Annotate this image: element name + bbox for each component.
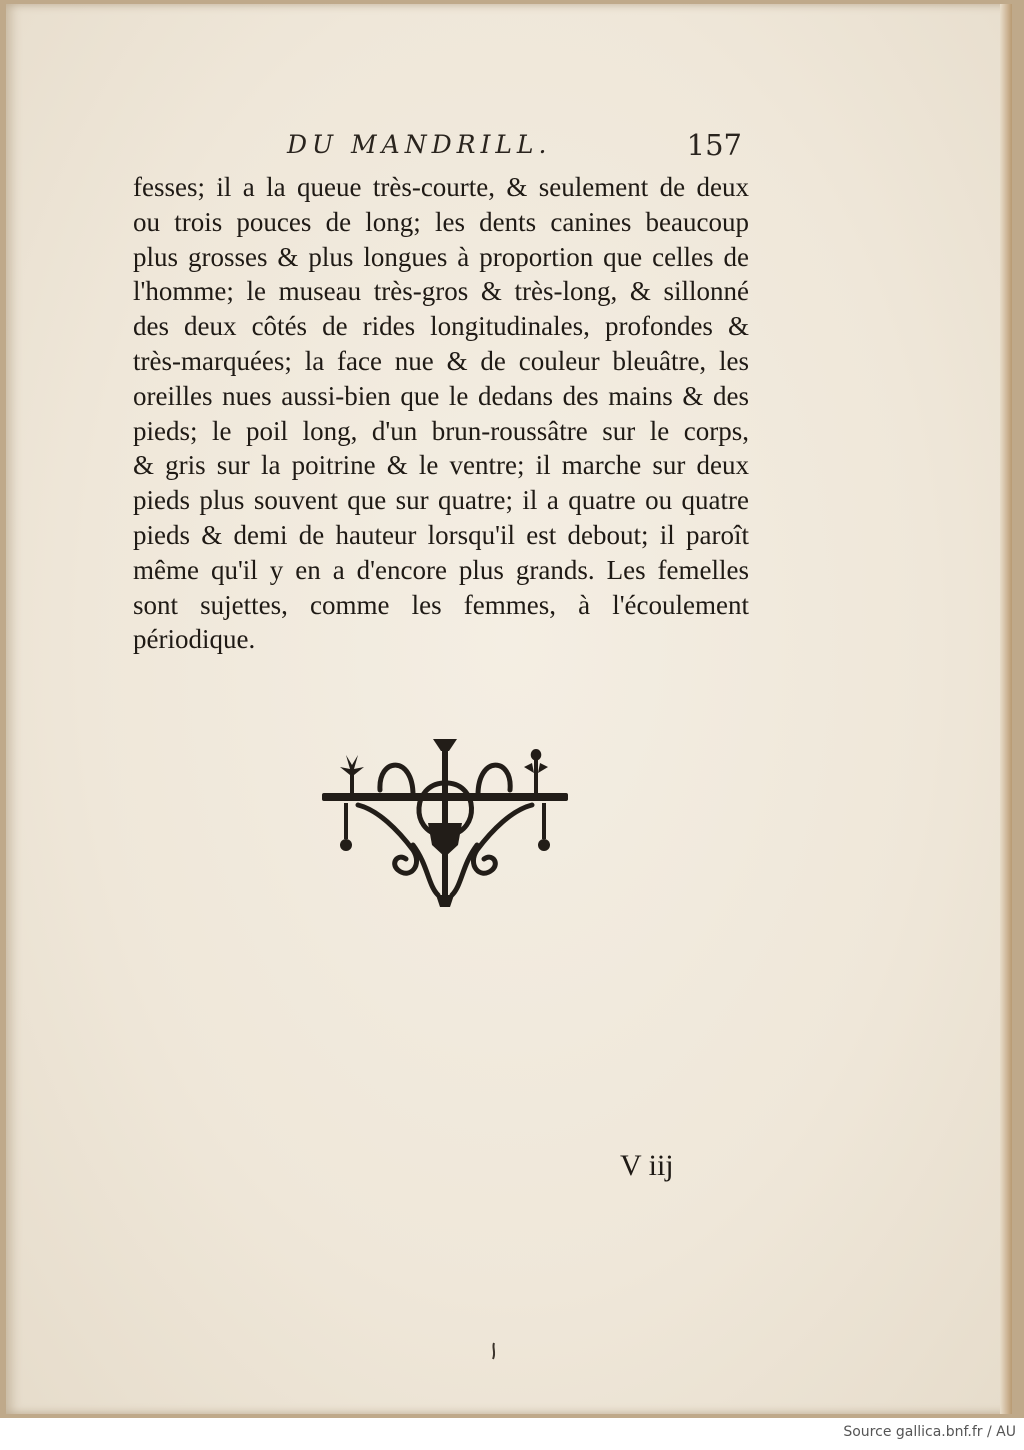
source-credit: Source gallica.bnf.fr / AU — [843, 1424, 1016, 1440]
running-header — [287, 128, 742, 168]
text-line: des deux côtés de rides longitudinales, profondes & — [133, 311, 749, 342]
ink-speck — [490, 1342, 498, 1360]
text-line: même qu'il y en a d'encore plus grands. Les femelles — [133, 554, 749, 585]
tailpiece-ornament-icon — [318, 735, 572, 910]
text-line: plus grosses & plus longues à proportion que celles de — [133, 241, 749, 272]
page-edge — [1000, 4, 1012, 1414]
text-line: pieds; le poil long, d'un brun-roussâtre sur le corps, — [133, 415, 749, 446]
text-line: pieds plus souvent que sur quatre; il a quatre ou quatre — [133, 485, 749, 516]
body-text — [133, 170, 749, 657]
text-line: pieds & demi de hauteur lorsqu'il est debout; il paroît — [133, 519, 749, 550]
page-number: 157 — [686, 128, 742, 162]
text-line: oreilles nues aussi-bien que le dedans des mains & des — [133, 380, 749, 411]
text-line: périodique. — [133, 624, 256, 655]
text-line: ou trois pouces de long; les dents canines beaucoup — [133, 206, 749, 237]
signature-mark: V iij — [620, 1149, 674, 1182]
text-line: & gris sur la poitrine & le ventre; il marche sur deux — [133, 450, 749, 481]
text-line: fesses; il a la queue très-courte, & seulement de deux — [133, 172, 749, 202]
text-line: très-marquées; la face nue & de couleur bleuâtre, les — [133, 345, 749, 376]
running-title: DU MANDRILL. — [287, 130, 552, 159]
text-line: l'homme; le museau très-gros & très-long, & sillonné — [133, 276, 749, 307]
text-line: sont sujettes, comme les femmes, à l'écoulement — [133, 589, 749, 620]
